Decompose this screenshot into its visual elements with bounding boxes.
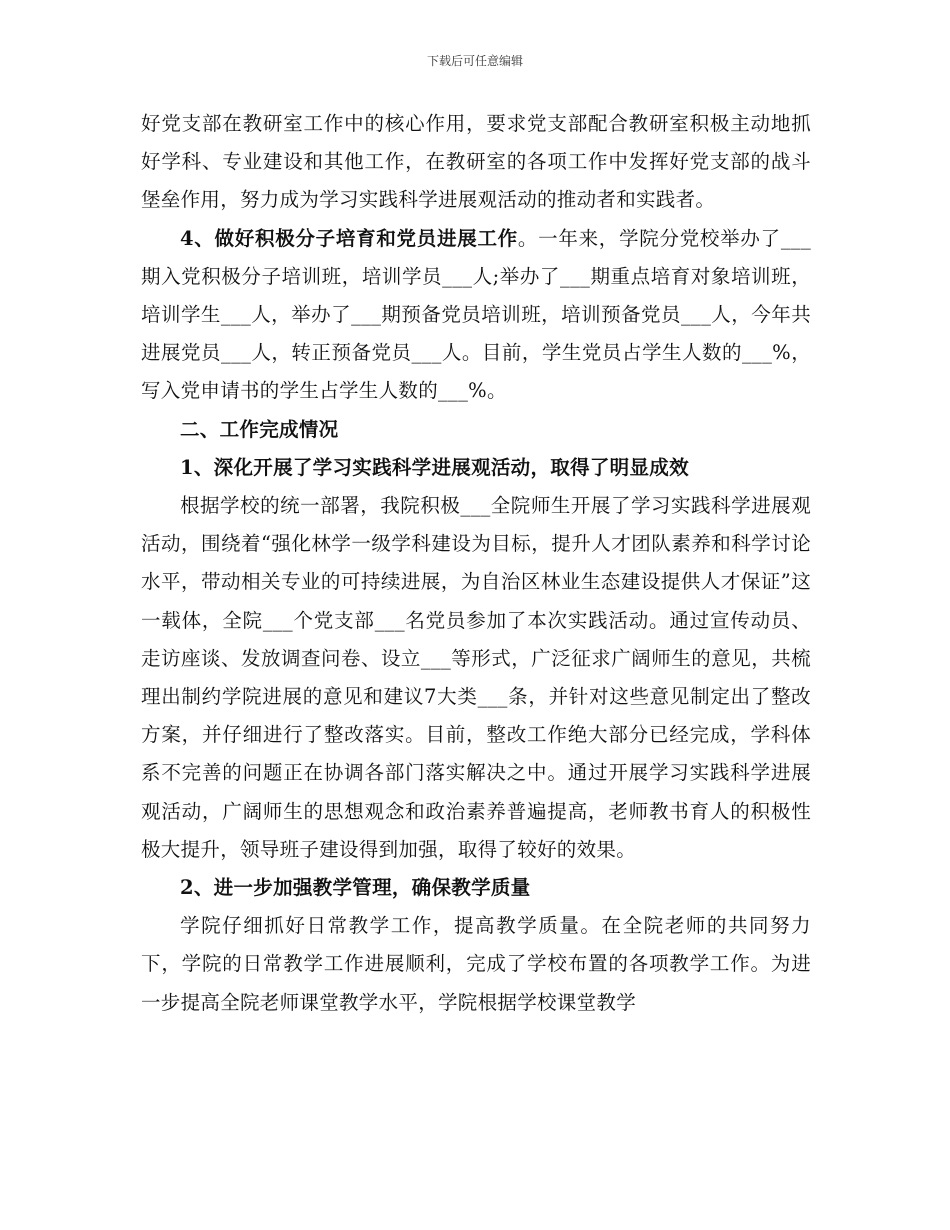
paragraph-text: 。一年来，学院分党校举办了___期入党积极分子培训班，培训学员___人;举办了___期重点培育对象培训班，培训学生___人，举办了___期预备党员培训班，培训预备党员___人，今年共进展党员___人，转正预备党员___人。目前，学生党员占学生人数的___%，写入党申请书的学生占学生人数的___%。 — [141, 226, 811, 403]
section-heading-2: 二、工作完成情况 — [180, 417, 339, 441]
subheading-2: 2、进一步加强教学管理，确保教学质量 — [180, 876, 531, 900]
page-header-note: 下载后可任意编辑 — [426, 54, 523, 68]
item-heading-4: 4、做好积极分子培育和党员进展工作 — [180, 226, 518, 250]
subheading-1: 1、深化开展了学习实践科学进展观活动，取得了明显成效 — [180, 455, 689, 479]
paragraph-activist-training — [141, 220, 811, 411]
document-body — [141, 105, 811, 1022]
paragraph-party-branch: 好党支部在教研室工作中的核心作用，要求党支部配合教研室积极主动地抓好学科、专业建设和其他工作，在教研室的各项工作中发挥好党支部的战斗堡垒作用，努力成为学习实践科学进展观活动的推动者和实践者。 — [141, 112, 811, 212]
paragraph-practice-activity: 根据学校的统一部署，我院积极___全院师生开展了学习实践科学进展观活动，围绕着“强化林学一级学科建设为目标，提升人才团队素养和科学讨论水平，带动相关专业的可持续进展，为自治区林业生态建设提供人才保证”这一载体，全院___个党支部___名党员参加了本次实践活动。通过宣传动员、走访座谈、发放调查问卷、设立___等形式，广泛征求广阔师生的意见，共梳理出制约学院进展的意见和建议7大类___条，并针对这些意见制定出了整改方案，并仔细进行了整改落实。目前，整改工作绝大部分已经完成，学科体系不完善的问题正在协调各部门落实解决之中。通过开展学习实践科学进展观活动，广阔师生的思想观念和政治素养普遍提高，老师教书育人的积极性极大提升，领导班子建设得到加强，取得了较好的效果。 — [141, 494, 811, 861]
paragraph-teaching-management: 学院仔细抓好日常教学工作，提高教学质量。在全院老师的共同努力下，学院的日常教学工作进展顺利，完成了学校布置的各项教学工作。为进一步提高全院老师课堂教学水平，学院根据学校课堂教学 — [141, 914, 811, 1014]
